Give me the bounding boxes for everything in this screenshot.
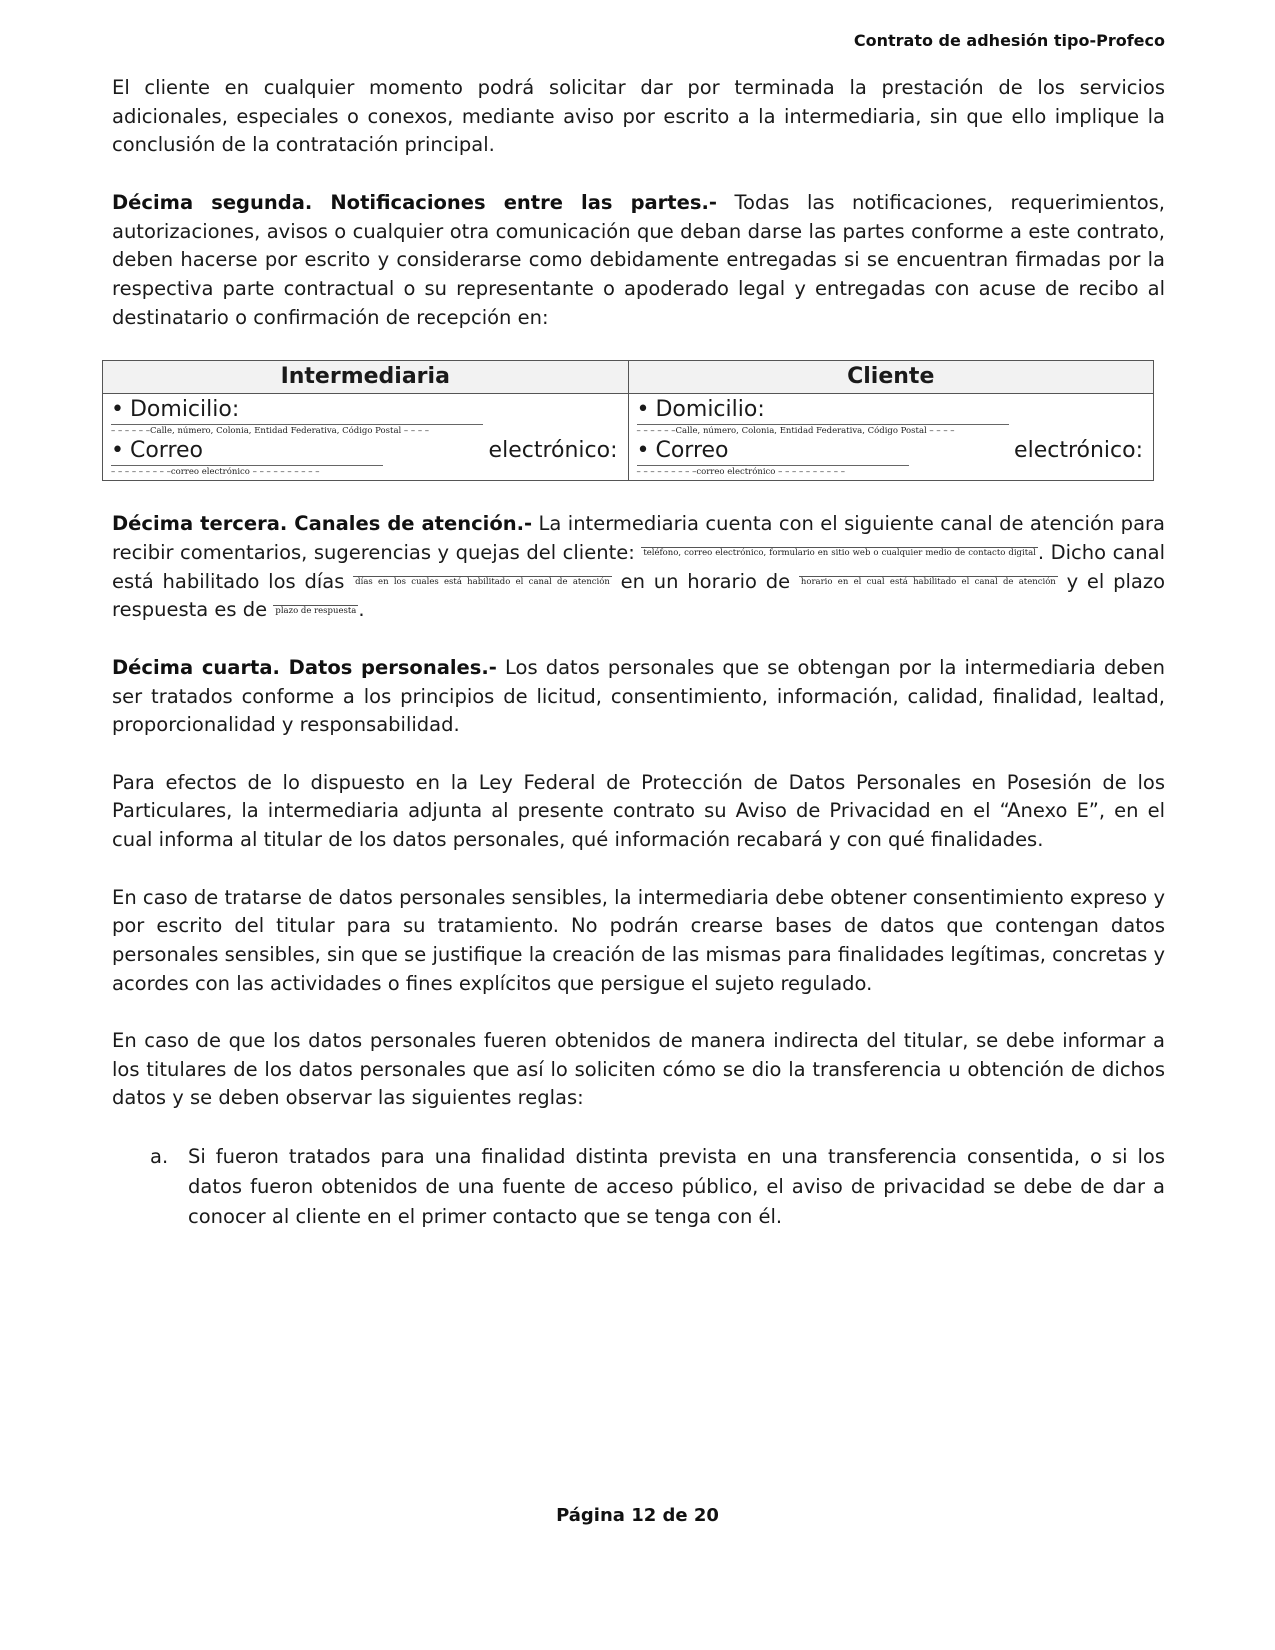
correo-hint: – – – – – – – – –correo electrónico – – – – – – – – – – <box>637 465 909 478</box>
domicilio-hint: – – – – – –Calle, número, Colonia, Entidad Federativa, Código Postal – – – – <box>637 424 1009 437</box>
clause-13 <box>112 510 1165 625</box>
correo-hint: – – – – – – – – –correo electrónico – – – – – – – – – – <box>111 465 383 478</box>
domicilio-hint: – – – – – –Calle, número, Colonia, Entidad Federativa, Código Postal – – – – <box>111 424 483 437</box>
clause-14-heading: Décima cuarta. Datos personales.- <box>112 655 497 679</box>
bullet-icon: • <box>636 397 650 423</box>
domicilio-label: Domicilio: <box>129 397 240 423</box>
clause-13-text: . <box>358 598 365 622</box>
bullet-icon: • <box>111 438 124 464</box>
list-marker: a. <box>150 1144 169 1168</box>
clause-13-text: en un horario de <box>611 569 799 593</box>
electronico-label: electrónico: <box>1014 438 1143 464</box>
clause-13-text: La intermediaria cuenta con el siguiente canal de atención para recibir comentarios, sugerencias y quejas del cliente: <box>112 512 1165 564</box>
correo-label: Correo <box>129 438 204 464</box>
schedule-field: horario en el cual está habilitado el canal de atención <box>800 576 1056 587</box>
table-header-cliente: Cliente <box>628 361 1154 394</box>
bullet-icon: • <box>636 438 650 464</box>
list-item-text: Si fueron tratados para una finalidad distinta prevista en una transferencia consentida, o si los datos fueron obtenidos de una fuente de acceso público, el aviso de privacidad se debe de dar a conocer al cliente en el primer contacto que se tenga con él. <box>188 1144 1165 1228</box>
list-item <box>150 1142 1165 1232</box>
paragraph-ley-federal: Para efectos de lo dispuesto en la Ley Federal de Protección de Datos Personales en Posesión de los Particulares, la intermediaria adjunta al presente contrato su Aviso de Privacidad en el “Anexo E”, en el cual informa al titular de los datos personales, qué información recabará y con qué finalidades. <box>112 770 1165 852</box>
page-number: Página 12 de 20 <box>556 1505 719 1526</box>
paragraph-termination: El cliente en cualquier momento podrá solicitar dar por terminada la prestación de los servicios adicionales, especiales o conexos, mediante aviso por escrito a la intermediaria, sin que ello implique la conclusión de la contratación principal. <box>112 76 1165 157</box>
rules-list <box>112 1142 1165 1232</box>
paragraph-datos-sensibles: En caso de tratarse de datos personales sensibles, la intermediaria debe obtener consentimiento expreso y por escrito del titular para su tratamiento. No podrán crearse bases de datos que contengan datos personales sensibles, sin que se justifique la creación de las mismas para finalidades legítimas, concretas y acordes con las actividades o fines explícitos que persigue el sujeto regulado. <box>112 885 1165 995</box>
days-field: días en los cuales está habilitado el canal de atención <box>355 576 610 587</box>
paragraph-obtencion-indirecta: En caso de que los datos personales fueren obtenidos de manera indirecta del titular, se debe informar a los titulares de los datos personales que así lo soliciten cómo se dio la transferencia u obtención de dichos datos y se deben observar las siguientes reglas: <box>112 1029 1165 1110</box>
domicilio-row <box>637 396 1144 424</box>
domicilio-label: Domicilio: <box>655 397 765 423</box>
domicilio-row <box>111 396 618 424</box>
document-body <box>112 74 1165 1232</box>
clause-12 <box>112 189 1165 333</box>
correo-row <box>111 437 618 465</box>
notification-address-table <box>102 360 1154 481</box>
clause-13-text: y el plazo respuesta es de <box>112 569 1165 622</box>
correo-row <box>637 437 1144 465</box>
clause-14 <box>112 654 1165 740</box>
document-header: Contrato de adhesión tipo-Profeco <box>853 31 1165 50</box>
intermediaria-cell <box>103 394 629 481</box>
bullet-icon: • <box>111 397 124 423</box>
response-time-field: plazo de respuesta <box>275 605 357 616</box>
clause-13-heading: Décima tercera. Canales de atención.- <box>112 512 533 535</box>
clause-13-text: . Dicho canal está habilitado los días <box>112 540 1165 593</box>
electronico-label: electrónico: <box>488 438 618 464</box>
contact-channel-field: teléfono, correo electrónico, formulario en sitio web o cualquier medio de contacto digital <box>643 547 1036 558</box>
table-header-intermediaria: Intermediaria <box>103 361 629 394</box>
clause-14-text: Los datos personales que se obtengan por la intermediaria deben ser tratados conforme a los principios de licitud, consentimiento, información, calidad, finalidad, lealtad, proporcionalidad y responsabilidad. <box>112 655 1165 737</box>
cliente-cell <box>628 394 1154 481</box>
clause-12-heading: Décima segunda. Notificaciones entre las partes.- <box>112 190 717 214</box>
clause-12-text: Todas las notificaciones, requerimientos, autorizaciones, avisos o cualquier otra comunicación que deban darse las partes conforme a este contrato, deben hacerse por escrito y considerarse como debidamente entregadas si se encuentran firmadas por la respectiva parte contractual o su representante o apoderado legal y entregadas con acuse de recibo al destinatario o confirmación de recepción en: <box>112 190 1166 329</box>
correo-label: Correo <box>655 438 729 464</box>
